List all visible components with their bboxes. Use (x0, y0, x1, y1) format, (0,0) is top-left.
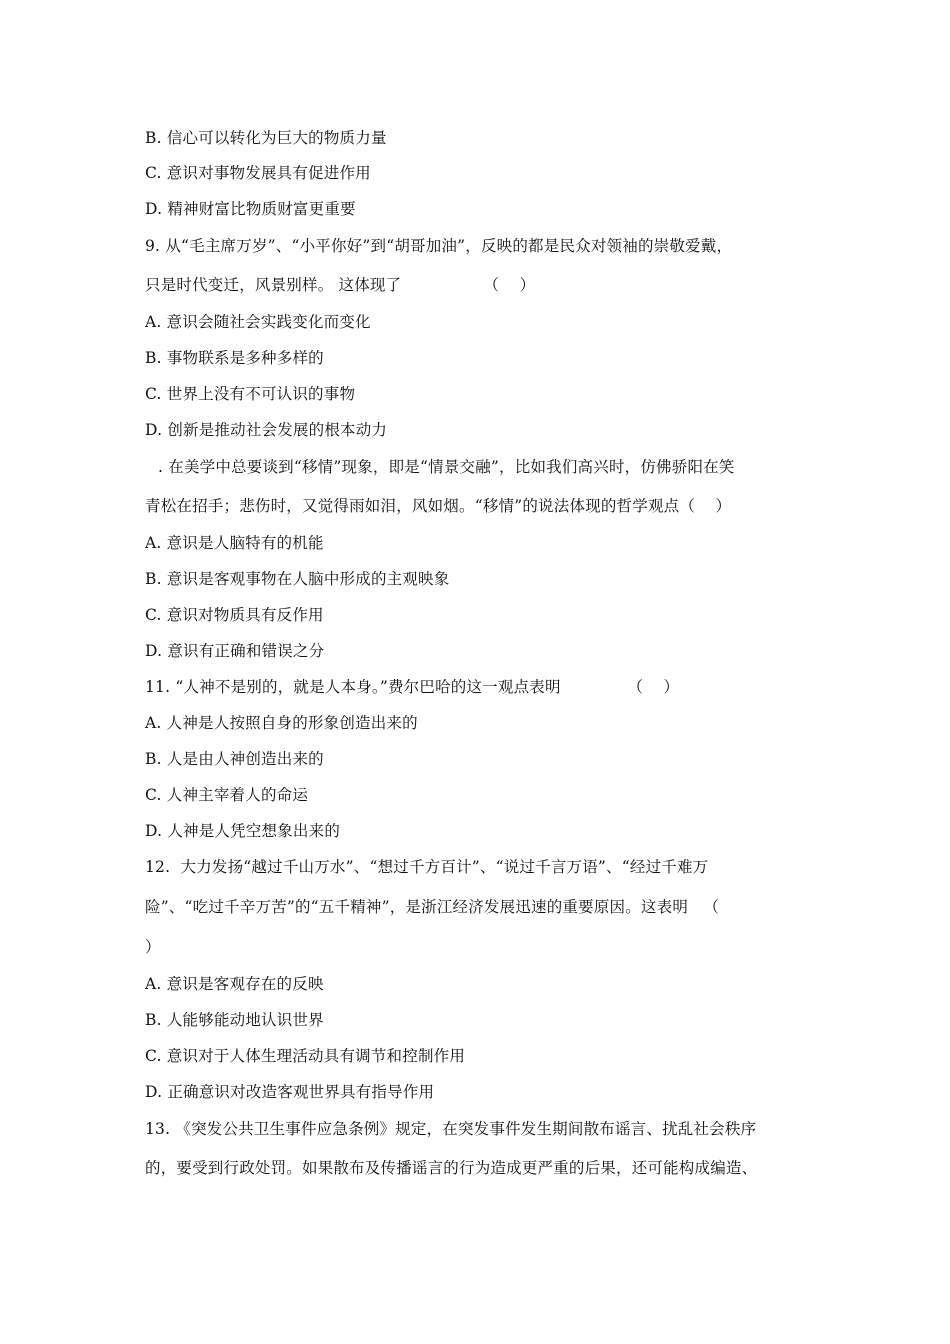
q11-option-d: D. 人神是人凭空想象出来的 (145, 822, 341, 840)
q8-option-c: C. 意识对事物发展具有促进作用 (145, 164, 371, 182)
q10-stem-line1: . 在美学中总要谈到“移情”现象，即是“情景交融”，比如我们高兴时，仿佛骄阳在笑 (158, 458, 735, 476)
q12-option-d: D. 正确意识对改造客观世界具有指导作用 (145, 1083, 435, 1101)
q10-option-a: A. 意识是人脑特有的机能 (145, 534, 324, 552)
q11-option-b: B. 人是由人神创造出来的 (145, 750, 324, 768)
q12-option-b: B. 人能够能动地认识世界 (145, 1011, 324, 1029)
q12-stem-line1: 12. 大力发扬“越过千山万水”、“想过千方百计”、“说过千言万语”、“经过千难万 (145, 858, 709, 876)
q9-option-b: B. 事物联系是多种多样的 (145, 349, 324, 367)
q10-option-b: B. 意识是客观事物在人脑中形成的主观映象 (145, 570, 450, 588)
q11-option-c: C. 人神主宰着人的命运 (145, 786, 309, 804)
q11-option-a: A. 人神是人按照自身的形象创造出来的 (145, 714, 418, 732)
q12-option-c: C. 意识对于人体生理活动具有调节和控制作用 (145, 1047, 466, 1065)
q8-option-d: D. 精神财富比物质财富更重要 (145, 200, 356, 218)
q10-option-c: C. 意识对物质具有反作用 (145, 606, 324, 624)
q10-stem-line2: 青松在招手；悲伤时，又觉得雨如泪，风如烟。“移情”的说法体现的哲学观点（ ） (145, 497, 732, 515)
q12-stem-line3: ） (145, 938, 161, 956)
q10-option-d: D. 意识有正确和错误之分 (145, 642, 325, 660)
q12-option-a: A. 意识是客观存在的反映 (145, 975, 324, 993)
q13-stem-line1: 13. 《突发公共卫生事件应急条例》规定，在突发事件发生期间散布谣言、扰乱社会秩序 (145, 1120, 757, 1138)
q9-option-a: A. 意识会随社会实践变化而变化 (145, 313, 371, 331)
q9-stem-line1: 9. 从“毛主席万岁”、“小平你好”到“胡哥加油”，反映的都是民众对领袖的崇敬爱戴， (145, 237, 733, 255)
q9-option-d: D. 创新是推动社会发展的根本动力 (145, 421, 388, 439)
q11-stem: 11. “人神不是别的，就是人本身。”费尔巴哈的这一观点表明 （ ） (145, 678, 680, 696)
q12-stem-line2: 险”、“吃过千辛万苦”的“五千精神”，是浙江经济发展迅速的重要原因。这表明 （ (145, 898, 720, 916)
q9-option-c: C. 世界上没有不可认识的事物 (145, 385, 356, 403)
q13-stem-line2: 的，要受到行政处罚。如果散布及传播谣言的行为造成更严重的后果，还可能构成编造、 (145, 1159, 758, 1177)
q9-stem-line2: 只是时代变迁，风景别样。 这体现了 （ ） (145, 276, 536, 294)
q8-option-b: B. 信心可以转化为巨大的物质力量 (145, 129, 387, 147)
